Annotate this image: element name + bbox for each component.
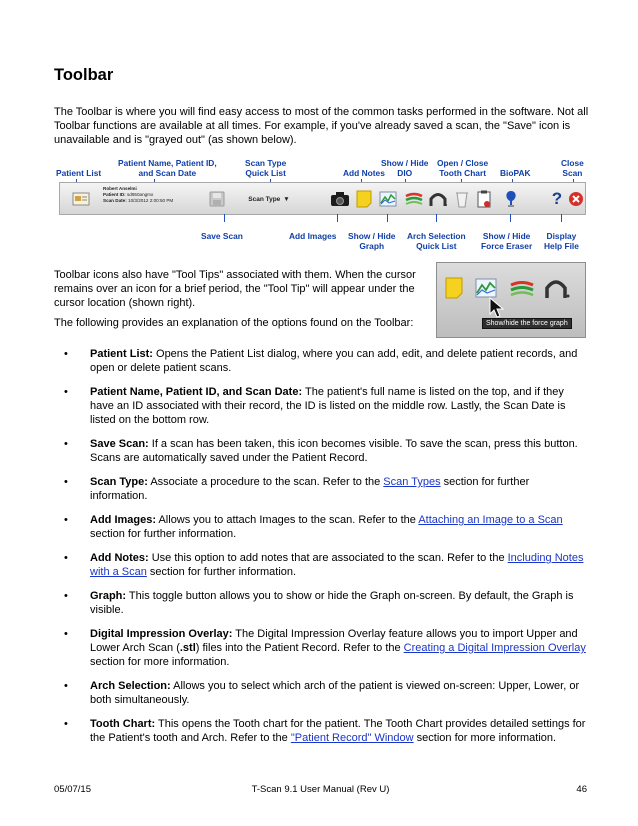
- list-item: • Arch Selection: Allows you to select which arch of the patient is viewed on-screen: Upper, Lower, or both simultaneously.: [64, 680, 580, 706]
- scan-types-link[interactable]: Scan Types: [383, 476, 441, 488]
- cursor-arrow-icon: [489, 297, 505, 319]
- list-item: • Scan Type: Associate a procedure to the scan. Refer to the Scan Types section for further information.: [64, 476, 530, 502]
- list-item: • Patient Name, Patient ID, and Scan Date: The patient's full name is listed on the top, and if they have an ID associated with their record, the ID is listed on the middle row. Lastly, the Scan Date is listed on the bottom row.: [64, 386, 566, 426]
- section-heading: Toolbar: [54, 66, 114, 84]
- digital-impression-overlay-link[interactable]: Creating a Digital Impression Overlay: [403, 642, 586, 654]
- callout-arch-selection: Arch Selection Quick List: [407, 231, 466, 251]
- footer-title: T-Scan 9.1 User Manual (Rev U): [251, 784, 390, 795]
- callout-tooth-chart: Open / Close Tooth Chart: [437, 158, 489, 178]
- arch-selection-icon[interactable]: [426, 187, 450, 211]
- callout-save-scan: Save Scan: [201, 231, 243, 241]
- footer-date: 05/07/15: [54, 784, 91, 795]
- leader-line: [387, 214, 388, 222]
- patient-record-window-link[interactable]: "Patient Record" Window: [290, 732, 414, 744]
- tooth-chart-icon[interactable]: [473, 187, 495, 211]
- options-intro: The following provides an explanation of the options found on the Toolbar:: [54, 317, 414, 329]
- attaching-image-link[interactable]: Attaching an Image to a Scan: [418, 514, 563, 526]
- arch-selection-icon: [543, 277, 571, 299]
- force-eraser-icon[interactable]: [452, 187, 472, 211]
- leader-line: [224, 214, 225, 222]
- callout-biopak: BioPAK: [500, 168, 531, 178]
- dio-icon: [509, 280, 535, 298]
- leader-line: [436, 214, 437, 222]
- save-scan-icon[interactable]: [206, 187, 228, 211]
- callout-patient-list: Patient List: [56, 168, 102, 178]
- callout-close-scan: Close Scan: [561, 158, 584, 178]
- close-icon[interactable]: [566, 187, 586, 211]
- callout-force-eraser: Show / Hide Force Eraser: [481, 231, 533, 251]
- toolbar-figure: [54, 152, 589, 252]
- callout-patient-name: Patient Name, Patient ID, and Scan Date: [118, 158, 217, 178]
- callout-add-images: Add Images: [289, 231, 337, 241]
- scan-type-dropdown[interactable]: Scan Type ▼: [248, 195, 290, 203]
- chevron-down-icon: ▼: [283, 195, 290, 203]
- leader-line: [561, 214, 562, 222]
- list-item: • Add Notes: Use this option to add notes that are associated to the scan. Refer to the Including Notes with a Scan section for further information.: [64, 552, 584, 578]
- dio-icon[interactable]: [402, 187, 426, 211]
- list-item: • Add Images: Allows you to attach Images to the scan. Refer to the Attaching an Image to a Scan section for further information.: [64, 514, 563, 540]
- help-icon[interactable]: ?: [551, 189, 563, 208]
- callout-add-notes: Add Notes: [343, 168, 385, 178]
- biopak-icon[interactable]: [500, 187, 522, 211]
- leader-line: [337, 214, 338, 222]
- tooltip-paragraph: Toolbar icons also have "Tool Tips" associated with them. When the cursor remains over an icon for a brief period, the "Tool Tip" will appear under the cursor location (shown right).: [54, 269, 416, 309]
- graph-icon: [475, 278, 497, 298]
- tooltip-label: Show/hide the force graph: [482, 318, 572, 329]
- callout-scan-type: Scan Type Quick List: [245, 158, 287, 178]
- patient-list-icon[interactable]: [68, 187, 94, 211]
- callout-help-file: Display Help File: [544, 231, 579, 251]
- sticky-note-icon: [445, 277, 463, 299]
- patient-info: Robert Anselmi Patient ID: sd950angmx Scan Date: 10/3/2012 2:00:50 PM: [103, 186, 174, 203]
- graph-icon[interactable]: [376, 187, 400, 211]
- callout-show-hide-graph: Show / Hide Graph: [348, 231, 396, 251]
- options-list: [54, 347, 589, 755]
- list-item: • Save Scan: If a scan has been taken, this icon becomes visible. To save the scan, press this button. Scans are automatically saved under the Patient Record.: [64, 438, 578, 464]
- list-item: • Graph: This toggle button allows you to show or hide the Graph on-screen. By default, the Graph is visible.: [64, 590, 574, 616]
- leader-line: [510, 214, 511, 222]
- toolbar-strip: [59, 182, 586, 215]
- list-item: • Patient List: Opens the Patient List dialog, where you can add, edit, and delete patient records, and open or delete patient scans.: [64, 348, 578, 374]
- tooltip-example-image: [436, 262, 586, 338]
- sticky-note-icon[interactable]: [353, 187, 375, 211]
- list-item: • Digital Impression Overlay: The Digital Impression Overlay feature allows you to import Upper and Lower Arch Scan (.stl) files into the Patient Record. Refer to the Creating a Digital Impression Overlay section for more information.: [64, 628, 586, 668]
- page-number: 46: [576, 784, 587, 795]
- list-item: • Tooth Chart: This opens the Tooth chart for the patient. The Tooth Chart provides detailed settings for the Patient's tooth and Arch. Refer to the "Patient Record" Window section for more information.: [64, 718, 586, 744]
- including-notes-link[interactable]: Including Notes with a Scan: [90, 552, 584, 578]
- callout-show-hide-dio: Show / Hide DIO: [381, 158, 429, 178]
- camera-icon[interactable]: [328, 187, 352, 211]
- intro-paragraph: The Toolbar is where you will find easy access to most of the common tasks performed in the software. Not all Toolbar functions are available at all times. For example, if you've already saved a scan, the "Save" icon is unavailable and is "grayed out" (as shown below).: [54, 106, 589, 146]
